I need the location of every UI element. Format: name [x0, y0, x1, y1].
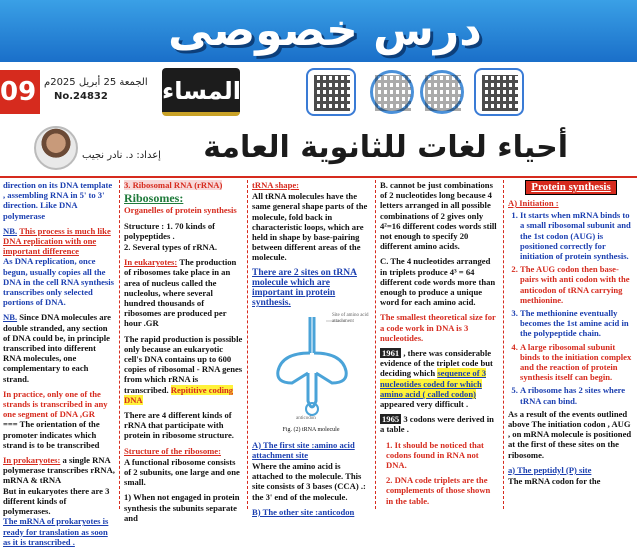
list-item: 1. It should be noticed that codons found in RNA not DNA. [386, 439, 484, 471]
column-1 [0, 180, 118, 547]
subheading: Structure of the ribosome: [124, 445, 221, 456]
highlight-text: Repititive coding DNA [124, 384, 234, 405]
paragraph: direction on its DNA template , assembling RNA in 5' to 3' direction. Like DNA polymerase [3, 180, 113, 221]
date-text: الجمعة 25 أبريل 2025م [44, 77, 148, 88]
body-text: The rapid production is possible only because an eukaryotic cell's DNA contains up to 600 copies of ribosomal - RNA genes from which rRNA is transcribed. [124, 333, 243, 395]
highlight-text: sequence of 3 nucleotides coded for which amino acid ( called codon) [380, 368, 487, 399]
list-item: 2. The AUG codon then base-pairs with anti codon with the anticodon of tRNA carrying methionine. [520, 264, 634, 305]
body-text: === The orientation of the promoter indicates which strand is to be transcribed [3, 419, 100, 450]
paragraph [380, 414, 498, 434]
body-text: The production of ribosomes take place in an area of nucleus called the nucleolus, where several hundred thousands of ribosomes are produced per hour .GR [124, 257, 237, 329]
author-avatar [34, 126, 78, 170]
paragraph [3, 312, 115, 383]
column-5 [505, 180, 637, 509]
paragraph [3, 389, 115, 450]
page-title: أحياء لغات للثانوية العامة [203, 130, 568, 165]
column-3 [249, 180, 373, 517]
emphasis-text: In practice, only one of the strands is transcribed in any one segment of DNA ,GR [3, 388, 108, 420]
paragraph: All tRNA molecules have the same general shape parts of the molecule, fold back in characteristic loops, which are held in shape by base-pairing between different areas of the molecule. [252, 191, 368, 263]
list-item: 3. The methionine eventually becomes the 1st amine acid in the polypeptide chain. [520, 308, 634, 339]
paragraph: As a result of the events outlined above The initiation codon , AUG , on mRNA molecule is positioned at the first of these sites on the ribosome. [508, 408, 632, 460]
qr-code-icon[interactable] [306, 68, 356, 116]
section-heading: 3. Ribosomal RNA (rRNA) [124, 180, 223, 190]
nb-label: NB. [3, 225, 18, 236]
qr-code-icon[interactable] [474, 68, 524, 116]
paragraph: Organelles of protein synthesis [124, 205, 237, 216]
column-divider [119, 180, 120, 509]
body-text: But in eukaryotes there are 3 different kinds of polymerases. [3, 485, 110, 517]
column-divider [375, 180, 376, 509]
paragraph: C. The 4 nucleotides arranged in triplets produce 4³ = 64 different code words more than enough to produce a unique word for each amino acid. [380, 256, 496, 308]
trna-diagram [252, 313, 370, 423]
subheading: A) Initiation : [508, 198, 559, 208]
newspaper-logo: المساء [162, 68, 240, 116]
column-divider [503, 180, 504, 509]
paragraph [380, 348, 498, 409]
body-text: , there was considerable evidence of the triplet code but deciding which [380, 348, 493, 379]
subheading: a) The peptidyl (P) site [508, 464, 592, 475]
column-2 [121, 180, 246, 523]
list-item: 4. A large ribosomal subunit binds to the initiation complex and the reaction of protein synthesis itself can begin. [520, 342, 634, 383]
medal-badge-icon [370, 70, 414, 114]
emphasis-text: In prokaryotes: [3, 455, 61, 466]
paragraph [124, 334, 243, 405]
subheading: B) The other site :anticodon [252, 506, 355, 517]
subheading: tRNA shape: [252, 180, 300, 190]
paragraph: B. cannot be just combinations of 2 nucleotides long because 4 letters arranged in all possible combinations of 2 gives only 4²=16 different codes words still not enough to specify 20 different amino acids. [380, 180, 497, 252]
paragraph: The smallest theoretical size for a code work in DNA is 3 nucleotides. [380, 312, 496, 343]
figure-label: anticodon [296, 416, 316, 422]
emphasis-text: In eukaryotes: [124, 257, 178, 268]
list-item: 2. DNA code triplets are the complements of those shown in the table. [386, 475, 491, 506]
title-divider [0, 176, 637, 178]
body-text: As DNA replication, once begun, usually copies all the DNA in the cell RNA synthesis transcribes only selected portions of DNA. [3, 256, 115, 308]
issue-date [44, 76, 148, 104]
body-text: a single RNA polymerase transcribes rRNA, mRNA & tRNA [3, 455, 115, 486]
paragraph: There are 4 different kinds of rRNA that participate with protein in ribosome structure. [124, 410, 234, 441]
paragraph: Where the amino acid is attached to the molecule. This site consists of 3 bases (CCA) .: the 3' end of the molecule. [252, 461, 366, 502]
body-text: The mRNA of prokaryotes is ready for translation as soon as it is transcribed . [3, 516, 109, 547]
paragraph: Structure : 1. 70 kinds of polypeptides . [124, 220, 216, 241]
paragraph: There are 2 sites on tRNA molecule which are important in protein synthesis. [252, 267, 357, 309]
emphasis-text: This process is much like DNA replication with one important difference [3, 225, 111, 257]
body-text: 3 codons were derived in a table . [380, 414, 494, 435]
issue-no: No.24832 [54, 91, 108, 102]
paragraph: 1) When not engaged in protein synthesis the subunits separate and [124, 492, 240, 523]
ribosomes-heading: Ribosomes: [124, 191, 184, 206]
paragraph [124, 257, 243, 328]
figure-caption: Fig. (2) tRNA molecule [282, 427, 340, 434]
list-item: 1. It starts when mRNA binds to a small ribosomal subunit and the 1st codon (AUG) is positioned correctly for initiation of protein synthesis. [520, 210, 634, 261]
issue-number-badge: 09 [0, 70, 40, 114]
year-tag: 1965 [382, 414, 400, 425]
author-credit: إعداد: د. نادر نجيب [82, 150, 161, 161]
list-item: 5. A ribosome has 2 sites where tRNA can bind. [520, 385, 634, 405]
banner-title: درس خصوصى [168, 5, 482, 56]
section-heading: Protein synthesis [525, 180, 617, 195]
paragraph [3, 226, 115, 308]
paragraph: The mRNA codon for the [508, 476, 601, 487]
figure-label: Site of amino acid attachment [332, 313, 369, 325]
body-text: appeared very difficult . [380, 399, 469, 410]
body-text: Since DNA molecules are double stranded, any section of DNA could be, in principle transcribed into different RNA molecules, one complementary to each strand. [3, 312, 111, 384]
medal-badge-icon [420, 70, 464, 114]
year-tag: 1961 [382, 348, 400, 359]
column-4 [377, 180, 501, 509]
column-divider [247, 180, 248, 509]
subheading: A) The first site :amino acid attachment site [252, 439, 355, 460]
paragraph [3, 455, 115, 547]
trna-figure [252, 313, 370, 423]
top-banner [0, 0, 637, 62]
nb-label: NB. [3, 312, 18, 323]
paragraph: 2. Several types of rRNA. [124, 242, 218, 253]
paragraph: A functional ribosome consists of 2 subunits, one large and one small. [124, 456, 240, 488]
